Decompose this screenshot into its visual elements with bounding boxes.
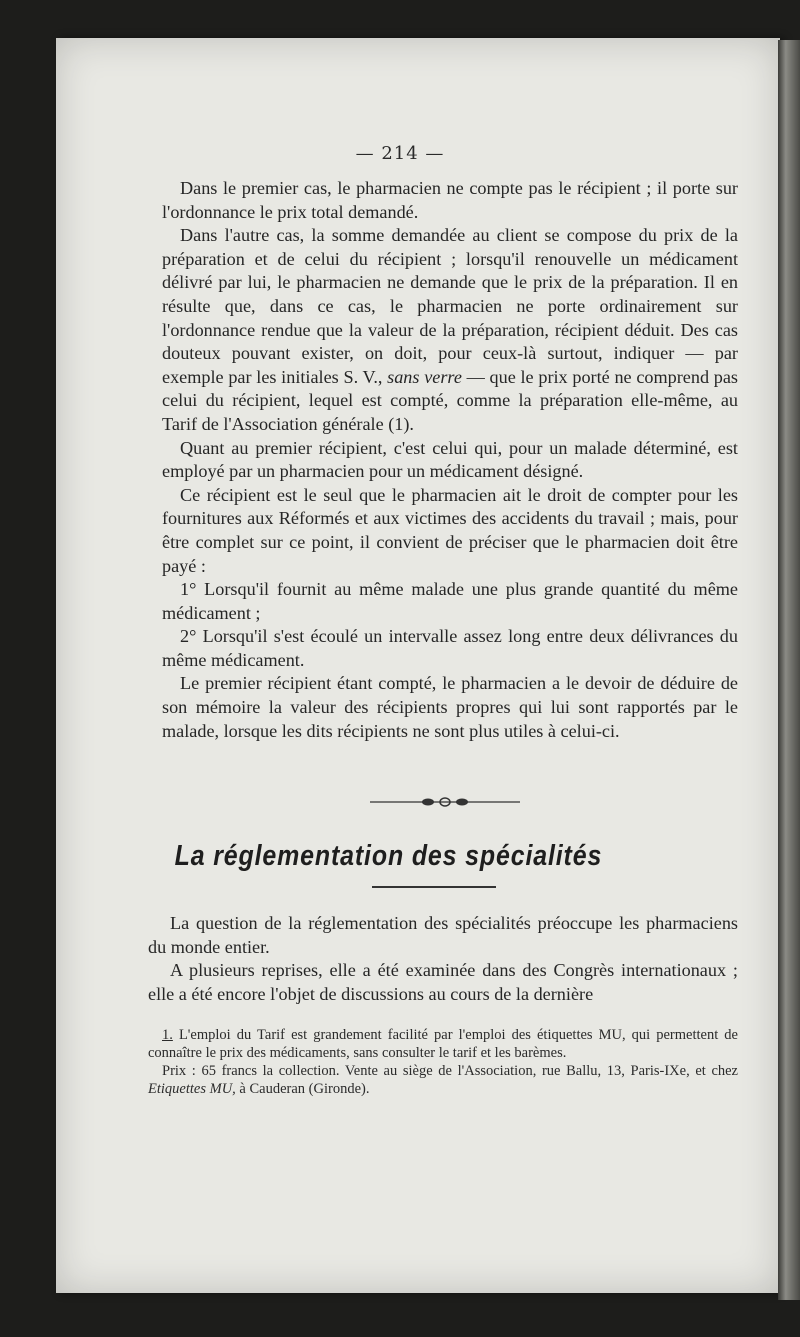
paragraph: La question de la réglementation des spécialités préoccupe les pharmaciens du monde entier.: [148, 913, 738, 957]
page-edge: [778, 40, 800, 1300]
paragraph: Quant au premier récipient, c'est celui qui, pour un malade déterminé, est employé par un pharmacien pour un médicament désigné.: [162, 437, 738, 482]
section-title: La réglementation des spécialités: [174, 840, 603, 872]
paragraph: Dans le premier cas, le pharmacien ne compte pas le récipient ; il porte sur l'ordonnance le prix total demandé.: [162, 178, 738, 222]
footnotes: [148, 1026, 738, 1098]
title-underline: [372, 886, 496, 888]
italic-text: sans verre: [387, 366, 462, 387]
body-text-top: [162, 177, 738, 743]
paragraph: Ce récipient est le seul que le pharmacien ait le droit de compter pour les fournitures aux Réformés et aux victimes des accidents du travail ; mais, pour être complet sur ce point, il convient de préciser que le pharmacien doit être payé :: [162, 484, 738, 576]
paragraph: A plusieurs reprises, elle a été examinée dans des Congrès internationaux ; elle a été encore l'objet de discussions au cours de la dernière: [148, 960, 738, 1004]
body-text-bottom: [148, 912, 738, 1006]
page-number: — 214 —: [355, 143, 445, 164]
footnote: Prix : 65 francs la collection. Vente au siège de l'Association, rue Ballu, 13, Paris-IXe, et chez Etiquettes MU, à Cauderan (Gironde).: [148, 1063, 738, 1097]
paragraph: 2° Lorsqu'il s'est écoulé un intervalle assez long entre deux délivrances du même médicament.: [162, 626, 738, 670]
footnote: 1. L'emploi du Tarif est grandement facilité par l'emploi des étiquettes MU, qui permettent de connaître le prix des médicaments, sans consulter le tarif et les barèmes.: [148, 1027, 738, 1061]
paragraph: Le premier récipient étant compté, le pharmacien a le devoir de déduire de son mémoire la valeur des récipients propres qui lui sont rapportés par le malade, lorsque les dits récipients ne sont plus utiles à celui-ci.: [162, 673, 738, 741]
paragraph: Dans l'autre cas, la somme demandée au client se compose du prix de la préparation et de celui du récipient ; lorsqu'il renouvelle un médicament délivré par lui, le pharmacien ne demande que le prix de la préparation. Il en résulte que, dans ce cas, le pharmacien ne porte ordinairement sur l'ordonnance rendue que la valeur de la préparation, récipient déduit. Des cas douteux pouvant exister, on doit, pour ceux-là surtout, indiquer — par exemple par les initiales S. V., sans verre — que le prix porté ne comprend pas celui du récipient, lequel est compté, comme la préparation elle-même, au Tarif de l'Association générale (1).: [162, 225, 739, 434]
paragraph: 1° Lorsqu'il fournit au même malade une plus grande quantité du même médicament ;: [162, 579, 738, 623]
ornament-divider: [370, 795, 520, 809]
